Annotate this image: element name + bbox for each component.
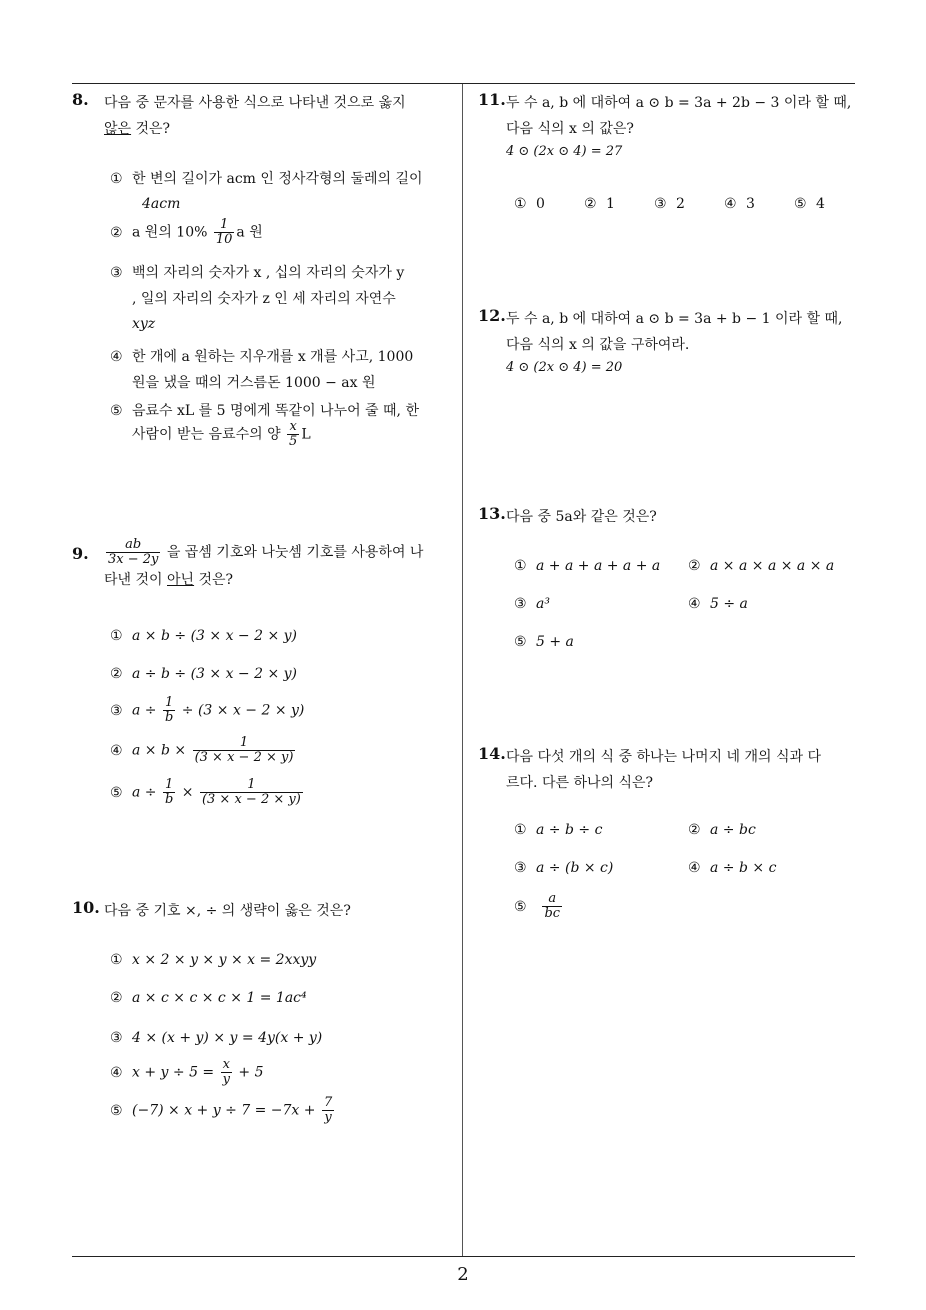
choice-2[interactable] [688,822,756,838]
question-text: 다음 중 5a와 같은 것은? [506,509,657,525]
choice-marker: ④ [688,860,701,876]
numerator: 7 [323,1095,333,1110]
choice-1[interactable] [514,822,602,838]
fraction [106,538,160,567]
question-text [506,744,860,796]
equation: 4 ⊙ (2x ⊙ 4) = 27 [506,144,623,159]
choice-value: 4 [816,196,825,212]
choice-marker: ⑤ [110,784,123,801]
fraction [221,1058,232,1087]
numerator: 1 [214,218,235,233]
choice-3[interactable] [654,196,685,212]
choice-marker: ① [514,822,527,838]
question-text [104,538,454,593]
choice-5[interactable] [110,1096,336,1125]
question-number: 8. [72,90,89,109]
column-divider [462,84,463,1256]
question-text [506,306,860,358]
numerator: ab [106,538,160,553]
numerator: x [221,1058,232,1073]
choice-text: (−7) × x + y ÷ 7 = −7x + [132,1102,316,1119]
bottom-rule [72,1256,855,1257]
choice-1[interactable] [514,558,660,574]
choice-marker: ④ [110,742,123,759]
choice-text: 음료수 xL 를 5 명에게 똑같이 나누어 줄 때, 한 [132,403,419,419]
choice-1[interactable] [110,168,423,188]
question-9 [72,537,454,807]
choice-text: a 원 [236,224,263,241]
choice-text: 4acm [142,196,181,212]
fraction [163,696,175,725]
question-text-line: 다음 식의 x 의 값을 구하여라. [506,337,690,353]
denominator: (3 × x − 2 × y) [194,750,294,765]
question-text: 다음 중 기호 ×, ÷ 의 생략이 옳은 것은? [104,903,351,919]
numerator: 1 [163,696,175,711]
question-11 [478,90,860,212]
choice-text: a³ [536,596,550,612]
choice-3[interactable] [514,860,613,876]
question-text-line: 다음 식의 x 의 값은? [506,121,634,137]
question-number: 14. [478,744,506,763]
question-text [506,90,860,142]
choice-1[interactable] [110,628,297,644]
choice-marker: ② [688,822,701,838]
choice-4[interactable] [688,596,748,612]
choice-3[interactable] [110,696,304,725]
question-text-line [104,567,454,593]
fraction [200,778,303,807]
numerator: x [287,420,299,435]
question-text-line: 다음 중 문자를 사용한 식으로 나타낸 것으로 옳지 [104,95,406,111]
choice-1[interactable] [514,196,545,212]
denominator: b [164,792,174,807]
choice-marker: ② [110,224,123,241]
choice-marker: ④ [724,196,737,212]
choice-text: + 5 [238,1064,264,1081]
choice-2[interactable] [110,990,307,1006]
choice-marker: ⑤ [110,403,123,419]
choice-4[interactable] [110,1058,264,1087]
question-13 [478,504,860,650]
choice-5-continued [132,420,311,449]
choice-value: 3 [746,196,755,212]
choice-text: a ÷ [132,702,157,719]
choice-text: xyz [132,316,156,332]
choice-text: a ÷ b ÷ c [536,822,603,838]
choice-marker: ② [688,558,701,574]
question-text-line: 르다. 다른 하나의 식은? [506,775,654,791]
choice-text: x × 2 × y × y × x = 2xxyy [132,952,317,968]
choice-row [514,196,854,220]
question-text-line [104,538,454,567]
fraction [163,778,175,807]
choice-4-continued [132,372,376,392]
choice-marker: ③ [110,702,123,719]
choice-2[interactable] [688,558,834,574]
choice-marker: ⑤ [514,898,527,915]
choice-2[interactable] [110,218,263,247]
choice-4[interactable] [110,346,413,366]
choice-marker: ④ [110,349,123,365]
choice-marker: ③ [514,596,527,612]
fraction [193,736,296,765]
choice-marker: ② [584,196,597,212]
denominator: 3x − 2y [108,552,159,567]
choice-text: a × a × a × a × a [710,558,835,574]
question-12 [478,306,860,375]
choice-text: a + a + a + a + a [536,558,661,574]
choice-text: a ÷ [132,784,157,801]
question-text-line: 다음 다섯 개의 식 중 하나는 나머지 네 개의 식과 다 [506,749,821,765]
underlined-word: 않은 [104,121,132,137]
choice-3-continued [132,316,155,332]
choice-4[interactable] [724,196,755,212]
page-number: 2 [457,1264,469,1285]
choice-text: 사람이 받는 음료수의 양 [132,426,281,443]
choice-text: 5 ÷ a [710,596,748,612]
fraction [287,420,299,449]
numerator: 1 [163,778,175,793]
question-text-line: 두 수 a, b 에 대하여 a ⊙ b = 3a + 2b − 3 이라 할 때, [506,95,852,111]
choice-3-continued [132,288,396,308]
choice-text: × [181,784,194,801]
choice-text: a ÷ b ÷ (3 × x − 2 × y) [132,666,298,682]
choice-5[interactable] [514,634,574,650]
choice-marker: ① [110,952,123,968]
choice-text: a ÷ b × c [710,860,777,876]
question-8 [72,90,454,449]
choice-text: , 일의 자리의 숫자가 z 인 세 자리의 자연수 [132,291,396,307]
numerator: 1 [200,778,303,793]
question-text: 것은? [194,572,234,588]
choice-text: L [301,426,311,443]
choice-text: a × c × c × c × 1 = 1ac⁴ [132,990,307,1006]
question-number: 9. [72,544,89,563]
choice-3[interactable] [110,1030,322,1046]
denominator: b [164,710,174,725]
question-number: 12. [478,306,506,325]
choice-5[interactable] [514,892,564,921]
choice-1-continued [142,196,180,212]
question-text-line: 두 수 a, b 에 대하여 a ⊙ b = 3a + b − 1 이라 할 때, [506,311,843,327]
choice-marker: ① [110,628,123,644]
choice-text: 한 변의 길이가 acm 인 정사각형의 둘레의 길이 [132,171,423,187]
numerator: 1 [193,736,296,751]
choice-text: 백의 자리의 숫자가 x , 십의 자리의 숫자가 y [132,265,405,281]
choice-marker: ④ [688,596,701,612]
question-text: 을 곱셈 기호와 나눗셈 기호를 사용하여 나 [166,544,424,561]
question-number: 11. [478,90,506,109]
choice-5[interactable] [110,778,305,807]
choice-marker: ⑤ [794,196,807,212]
choice-value: 2 [676,196,685,212]
choice-text: ÷ (3 × x − 2 × y) [181,702,305,719]
choice-text: a 원의 10% [132,224,208,241]
choice-text: a × b ÷ (3 × x − 2 × y) [132,628,298,644]
numerator: a [542,892,562,907]
fraction [542,892,562,921]
equation: 4 ⊙ (2x ⊙ 4) = 20 [506,360,623,375]
choice-marker: ⑤ [514,634,527,650]
choice-value: 0 [536,196,545,212]
choice-text: a ÷ bc [710,822,756,838]
choice-2[interactable] [584,196,615,212]
underlined-word: 아닌 [167,572,195,588]
choice-marker: ③ [110,1030,123,1046]
question-text-rest: 것은? [131,121,171,137]
choice-marker: ① [514,558,527,574]
choice-text: a ÷ (b × c) [536,860,614,876]
choice-text: a × b × [132,742,187,759]
choice-text: 4 × (x + y) × y = 4y(x + y) [132,1030,323,1046]
choice-text: x + y ÷ 5 = [132,1064,215,1081]
choice-marker: ③ [514,860,527,876]
choice-marker: ④ [110,1064,123,1081]
denominator: (3 × x − 2 × y) [201,792,301,807]
choice-marker: ③ [654,196,667,212]
choice-marker: ① [514,196,527,212]
question-number: 10. [72,898,100,917]
fraction [322,1096,334,1125]
denominator: bc [544,906,561,921]
question-text-line [104,116,454,142]
choice-marker: ② [110,666,123,682]
denominator: y [324,1110,332,1125]
choice-marker: ② [110,990,123,1006]
question-10 [72,898,454,1125]
choice-marker: ③ [110,265,123,281]
question-number: 13. [478,504,506,523]
choice-text: 한 개에 a 원하는 지우개를 x 개를 사고, 1000 [132,349,414,365]
top-rule [72,83,855,84]
choice-4[interactable] [688,860,776,876]
choice-5[interactable] [110,400,419,420]
choice-text: 원을 냈을 때의 거스름돈 1000 − ax 원 [132,375,376,391]
question-text: 타낸 것이 [104,572,167,588]
choice-3[interactable] [514,596,550,612]
choice-3[interactable] [110,262,404,282]
denominator: y [222,1072,230,1087]
choice-marker: ⑤ [110,1102,123,1119]
choice-5[interactable] [794,196,825,212]
fraction [214,218,235,247]
question-14 [478,744,860,921]
choice-4[interactable] [110,736,297,765]
choice-2[interactable] [110,666,297,682]
choice-1[interactable] [110,952,316,968]
choice-marker: ① [110,171,123,187]
denominator: 10 [215,232,233,247]
question-text [104,90,454,142]
choice-value: 1 [606,196,615,212]
denominator: 5 [289,434,298,449]
choice-text: 5 + a [536,634,574,650]
